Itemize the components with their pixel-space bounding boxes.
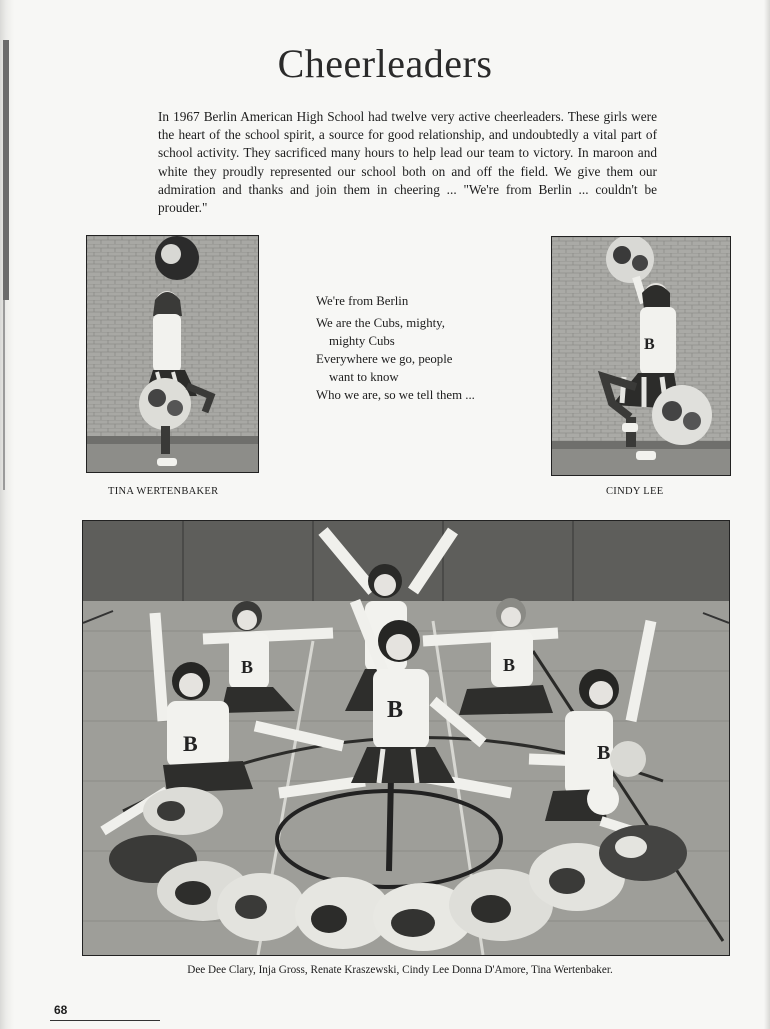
group-photo — [82, 520, 730, 956]
intro-paragraph: In 1967 Berlin American High School had twelve very active cheerleaders. These girls were the heart of the school spirit, a source for good relationship, and undoubtedly a vital part of school activity. They sacrificed many hours to help lead our team to victory. In maroon and white they proudly represented our school both on and off the field. We give them our admiration and thanks and join them in cheering ... "We're from Berlin ... couldn't be prouder." — [158, 109, 657, 216]
cheer-line: want to know — [329, 370, 399, 384]
page-number: 68 — [54, 1003, 68, 1017]
sweater-letter: B — [503, 655, 516, 675]
sweater-letter: B — [597, 742, 611, 764]
cheer-line: We are the Cubs, mighty, — [316, 316, 445, 330]
sweater-letter: B — [183, 731, 198, 756]
sweater-letter: B — [644, 336, 655, 353]
binding-edge — [0, 0, 14, 1029]
group-photo-caption: Dee Dee Clary, Inja Gross, Renate Kraszewski, Cindy Lee Donna D'Amore, Tina Wertenbaker. — [187, 964, 613, 976]
page-edge — [764, 0, 770, 1029]
caption-tina-wertenbaker: TINA WERTENBAKER — [108, 486, 219, 497]
photo-tina-wertenbaker — [86, 235, 259, 473]
cheer-line: Who we are, so we tell them ... — [316, 388, 475, 402]
cheer-line: Everywhere we go, people — [316, 352, 453, 366]
binding-mark — [3, 300, 5, 490]
page-number-rule — [50, 1020, 160, 1021]
page-title: Cheerleaders — [277, 41, 493, 86]
caption-cindy-lee: CINDY LEE — [606, 486, 664, 497]
cheer-verse — [316, 292, 516, 404]
sweater-letter: B — [387, 697, 404, 723]
cheer-line: mighty Cubs — [329, 334, 395, 348]
cheer-line: We're from Berlin — [316, 294, 409, 308]
photo-cindy-lee — [551, 236, 731, 476]
sweater-letter: B — [241, 657, 254, 677]
